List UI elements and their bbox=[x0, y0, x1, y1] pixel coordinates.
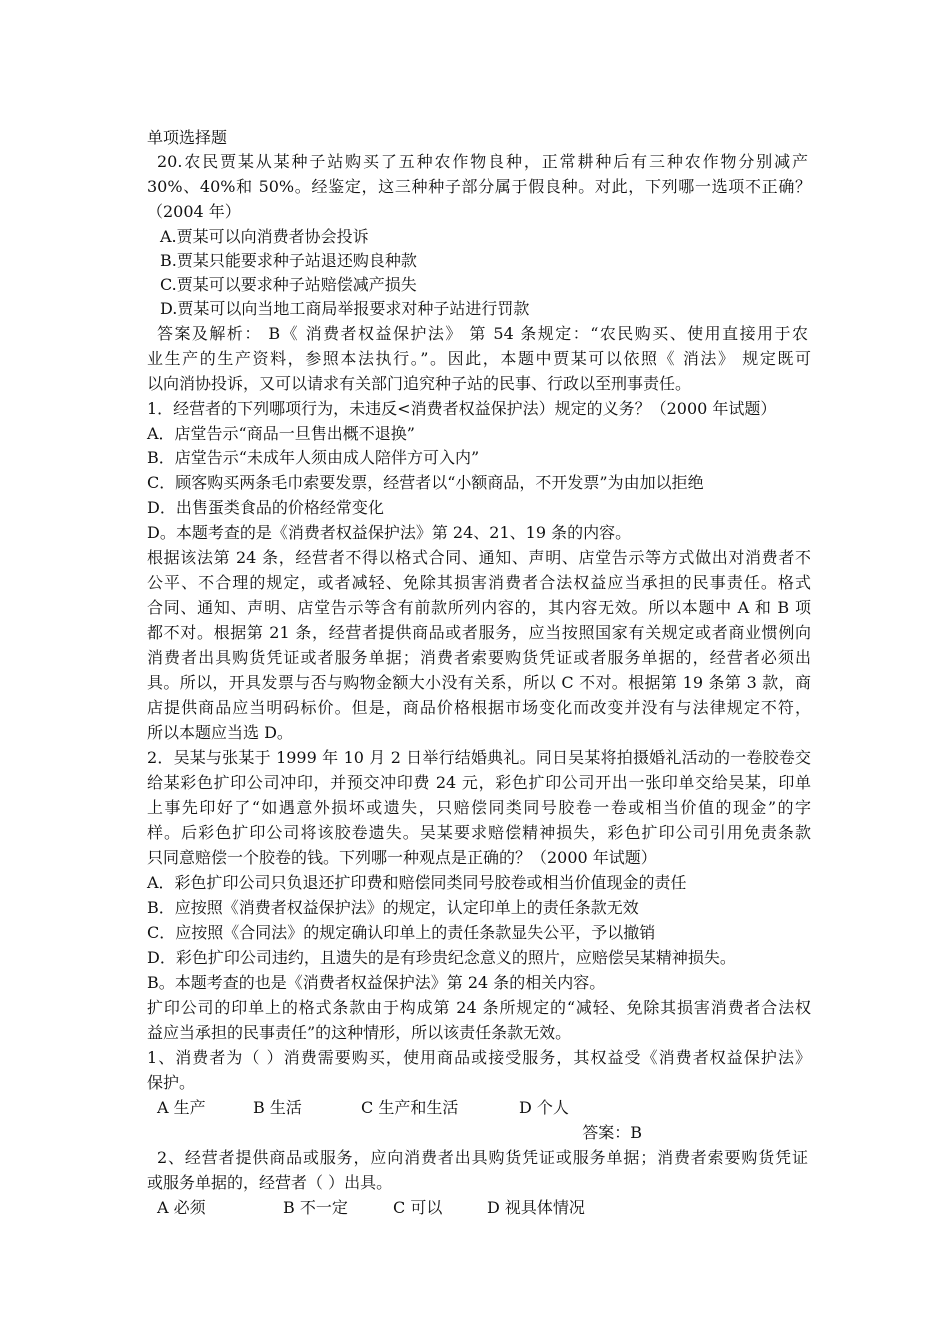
q2b-option-a: A 必须 bbox=[157, 1198, 206, 1217]
q2b-option-b: B 不一定 bbox=[283, 1198, 348, 1217]
q1b-option-d: D 个人 bbox=[519, 1098, 569, 1117]
q2b-stem-line-2: 或服务单据的，经营者（ ）出具。 bbox=[147, 1173, 393, 1192]
q1-analysis-line-4: 都不对。根据第 21 条，经营者提供商品或者服务，应当按照国家有关规定或者商业惯例向 bbox=[147, 623, 811, 642]
q1-analysis-line-1: 根据该法第 24 条，经营者不得以格式合同、通知、声明、店堂告示等方式做出对消费者不 bbox=[147, 548, 811, 567]
q1b-stem-line-1: 1、消费者为（ ）消费需要购买，使用商品或接受服务，其权益受《消费者权益保护法》 bbox=[147, 1048, 811, 1067]
q20-answer-line-1: 答案及解析： B《 消费者权益保护法》 第 54 条规定：“农民购买、使用直接用于农 bbox=[157, 324, 808, 343]
q2-answer: B。本题考查的也是《消费者权益保护法》第 24 条的相关内容。 bbox=[147, 973, 606, 992]
q2-option-b: B．应按照《消费者权益保护法》的规定，认定印单上的责任条款无效 bbox=[147, 898, 639, 917]
q2b-options bbox=[157, 1197, 585, 1219]
q2-stem-line-3: 上事先印好了“如遇意外损坏或遗失，只赔偿同类同号胶卷一卷或相当价值的现金”的字 bbox=[147, 798, 811, 817]
q20-answer-line-2: 业生产的生产资料，参照本法执行。”。因此，本题中贾某可以依照《 消法》 规定既可 bbox=[147, 349, 811, 368]
q2b-option-c: C 可以 bbox=[393, 1198, 443, 1217]
q20-option-d: D.贾某可以向当地工商局举报要求对种子站进行罚款 bbox=[160, 299, 530, 318]
q1-answer: D。本题考查的是《消费者权益保护法》第 24、21、19 条的内容。 bbox=[147, 523, 632, 542]
q20-stem-line-3: （2004 年） bbox=[147, 202, 241, 221]
q2-stem-line-5: 只同意赔偿一个胶卷的钱。下列哪一种观点是正确的？（2000 年试题） bbox=[147, 848, 657, 867]
q20-option-c: C.贾某可以要求种子站赔偿减产损失 bbox=[160, 275, 417, 294]
q1-analysis-line-8: 所以本题应当选 D。 bbox=[147, 723, 293, 742]
q1-option-d: D．出售蛋类食品的价格经常变化 bbox=[147, 498, 384, 517]
q1b-option-b: B 生活 bbox=[253, 1098, 302, 1117]
q1b-option-c: C 生产和生活 bbox=[361, 1098, 459, 1117]
q2-stem-line-2: 给某彩色扩印公司冲印，并预交冲印费 24 元，彩色扩印公司开出一张印单交给吴某，印单 bbox=[147, 773, 811, 792]
q1-option-a: A．店堂告示“商品一旦售出概不退换” bbox=[147, 424, 415, 443]
q1-stem: 1．经营者的下列哪项行为，未违反<消费者权益保护法）规定的义务？（2000 年试题） bbox=[147, 399, 777, 418]
q20-option-b: B.贾某只能要求种子站退还购良种款 bbox=[160, 251, 417, 270]
q2-option-a: A．彩色扩印公司只负退还扩印费和赔偿同类同号胶卷或相当价值现金的责任 bbox=[147, 873, 687, 892]
q20-option-a: A.贾某可以向消费者协会投诉 bbox=[160, 227, 369, 246]
q1-option-b: B．店堂告示“未成年人须由成人陪伴方可入内” bbox=[147, 448, 480, 467]
q1-analysis-line-6: 具。所以，开具发票与否与购物金额大小没有关系，所以 C 不对。根据第 19 条第 3 款，商 bbox=[147, 673, 811, 692]
q1-analysis-line-5: 消费者出具购货凭证或者服务单据；消费者索要购货凭证或者服务单据的，经营者必须出 bbox=[147, 648, 811, 667]
q1-analysis-line-7: 店提供商品应当明码标价。但是，商品价格根据市场变化而改变并没有与法律规定不符， bbox=[147, 698, 811, 717]
q20-stem-line-1: 20.农民贾某从某种子站购买了五种农作物良种，正常耕种后有三种农作物分别减产 bbox=[157, 152, 808, 171]
q1b-option-a: A 生产 bbox=[157, 1098, 206, 1117]
q2-option-c: C．应按照《合同法》的规定确认印单上的责任条款显失公平，予以撤销 bbox=[147, 923, 656, 942]
q2b-option-d: D 视具体情况 bbox=[487, 1198, 585, 1217]
q1b-options bbox=[157, 1097, 569, 1119]
q2b-stem-line-1: 2、经营者提供商品或服务，应向消费者出具购货凭证或服务单据；消费者索要购货凭证 bbox=[157, 1148, 808, 1167]
q20-answer-line-3: 以向消协投诉，又可以请求有关部门追究种子站的民事、行政以至刑事责任。 bbox=[147, 374, 692, 393]
q2-stem-line-4: 样。后彩色扩印公司将该胶卷遗失。吴某要求赔偿精神损失，彩色扩印公司引用免责条款 bbox=[147, 823, 811, 842]
q20-stem-line-2: 30%、40%和 50%。经鉴定，这三种种子部分属于假良种。对此，下列哪一选项不正确？ bbox=[147, 177, 811, 196]
q1-option-c: C．顾客购买两条毛巾索要发票，经营者以“小额商品，不开发票”为由加以拒绝 bbox=[147, 473, 704, 492]
q2-analysis-line-2: 益应当承担的民事责任”的这种情形，所以该责任条款无效。 bbox=[147, 1023, 572, 1042]
q1b-stem-line-2: 保护。 bbox=[147, 1073, 196, 1092]
q1-analysis-line-2: 公平、不合理的规定，或者减轻、免除其损害消费者合法权益应当承担的民事责任。格式 bbox=[147, 573, 811, 592]
q2-analysis-line-1: 扩印公司的印单上的格式条款由于构成第 24 条所规定的“减轻、免除其损害消费者合法权 bbox=[147, 998, 811, 1017]
q2-option-d: D．彩色扩印公司违约，且遗失的是有珍贵纪念意义的照片，应赔偿吴某精神损失。 bbox=[147, 948, 736, 967]
q1b-answer: 答案：B bbox=[582, 1123, 642, 1142]
q1-analysis-line-3: 合同、通知、声明、店堂告示等含有前款所列内容的，其内容无效。所以本题中 A 和 B 项 bbox=[147, 598, 811, 617]
q2-stem-line-1: 2．吴某与张某于 1999 年 10 月 2 日举行结婚典礼。同日吴某将拍摄婚礼活动的一卷胶卷交 bbox=[147, 748, 811, 767]
section-title: 单项选择题 bbox=[147, 128, 228, 147]
